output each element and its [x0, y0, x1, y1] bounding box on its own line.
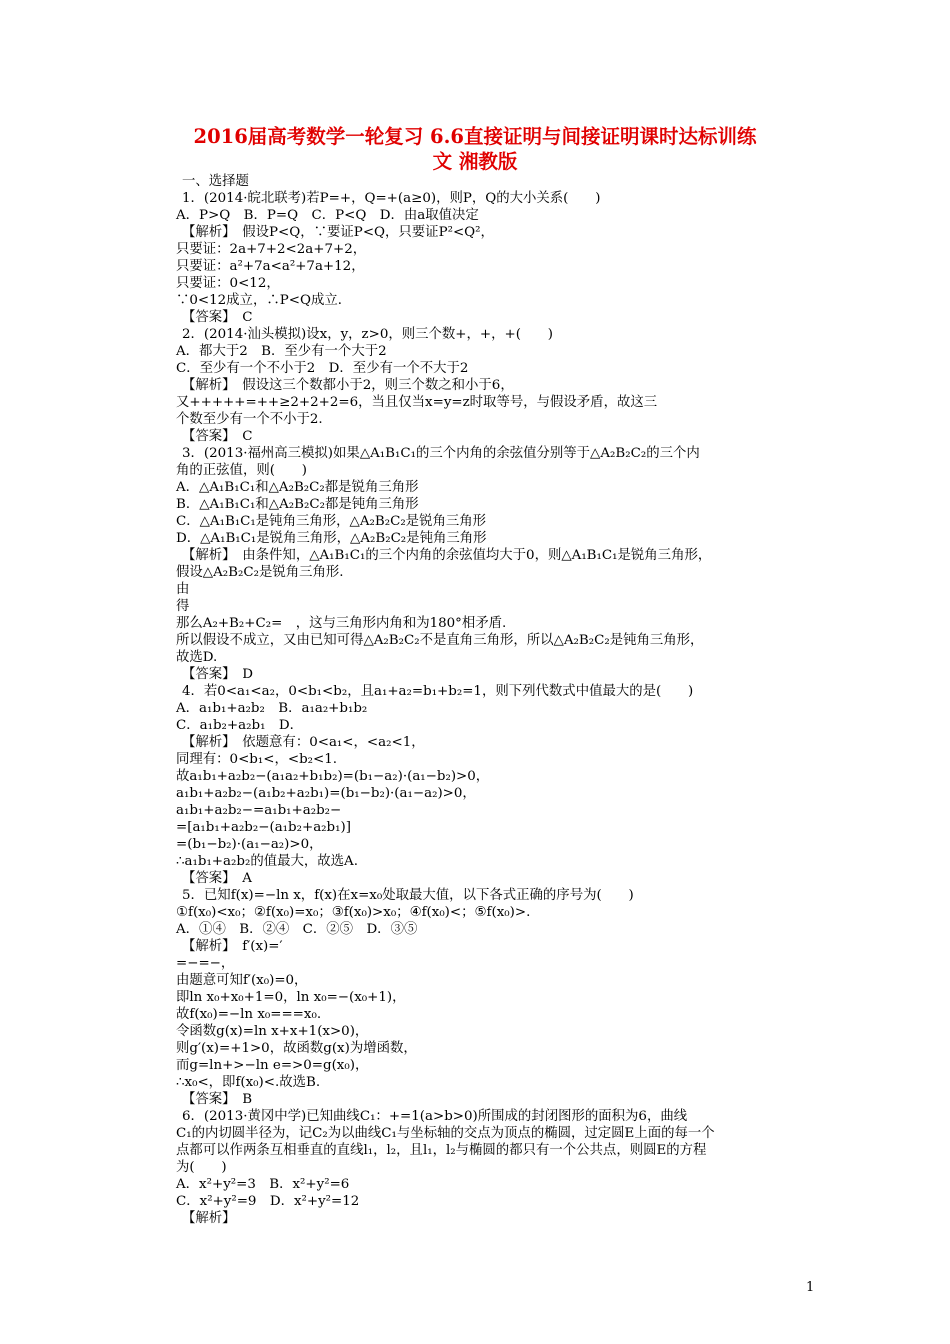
text-line: C．a₁b₂+a₂b₁ D．	[176, 718, 303, 733]
text-line: 只要证：2a+7+2<2a+7+2，	[176, 242, 367, 257]
text-line: B．△A₁B₁C₁和△A₂B₂C₂都是钝角三角形	[176, 497, 419, 512]
text-line: 那么A₂+B₂+C₂= ，这与三角形内角和为180°相矛盾.	[176, 616, 507, 631]
document-body	[176, 173, 811, 1227]
text-line: 只要证：0<12，	[176, 276, 280, 291]
text-line: A．都大于2 B．至少有一个大于2	[176, 344, 387, 359]
text-line: 点都可以作两条互相垂直的直线l₁，l₂，且l₁，l₂与椭圆的都只有一个公共点，则圆E的方程	[176, 1143, 707, 1158]
page-number: 1	[806, 1280, 815, 1295]
text-line: 同理有：0<b₁<，<b₂<1.	[176, 752, 338, 767]
text-line: 又+++++=++≥2+2+2=6，当且仅当x=y=z时取等号，与假设矛盾，故这三	[176, 395, 658, 410]
text-line: 得	[176, 599, 190, 614]
text-line: C．△A₁B₁C₁是钝角三角形，△A₂B₂C₂是锐角三角形	[176, 514, 487, 529]
text-line: 令函数g(x)=ln x+x+1(x>0)，	[176, 1024, 369, 1039]
text-line: 故选D.	[176, 650, 218, 665]
text-line: 【解析】 假设P<Q，∵要证P<Q，只要证P²<Q²，	[182, 225, 494, 240]
text-line: 【答案】 C	[182, 310, 253, 325]
text-line: ∴a₁b₁+a₂b₂的值最大，故选A.	[176, 854, 358, 869]
text-line: A．△A₁B₁C₁和△A₂B₂C₂都是锐角三角形	[176, 480, 419, 495]
text-line: 【解析】 由条件知，△A₁B₁C₁的三个内角的余弦值均大于0，则△A₁B₁C₁是锐角三角形，	[182, 548, 712, 563]
text-line: ①f(x₀)<x₀；②f(x₀)=x₀；③f(x₀)>x₀；④f(x₀)<；⑤f(x₀)>.	[176, 905, 531, 920]
text-line: 5．已知f(x)=−ln x，f(x)在x=x₀处取最大值，以下各式正确的序号为( )	[182, 888, 634, 903]
text-line: 由	[176, 582, 190, 597]
text-line: 角的正弦值，则( )	[176, 463, 307, 478]
text-line: a₁b₁+a₂b₂−(a₁b₂+a₂b₁)=(b₁−b₂)·(a₁−a₂)>0，	[176, 786, 476, 801]
text-line: 【解析】 依题意有：0<a₁<，<a₂<1，	[182, 735, 425, 750]
text-line: C．x²+y²=9 D．x²+y²=12	[176, 1194, 360, 1209]
text-line: A．x²+y²=3 B．x²+y²=6	[176, 1177, 350, 1192]
text-line: =(b₁−b₂)·(a₁−a₂)>0，	[176, 837, 323, 852]
text-line: 【答案】 C	[182, 429, 253, 444]
text-line: 6．(2013·黄冈中学)已知曲线C₁：+=1(a>b>0)所围成的封闭图形的面积为6，曲线	[182, 1109, 688, 1124]
text-line: D．△A₁B₁C₁是锐角三角形，△A₂B₂C₂是钝角三角形	[176, 531, 487, 546]
text-line: 为( )	[176, 1160, 227, 1175]
text-line: 而g=ln+>−ln e=>0=g(x₀)，	[176, 1058, 369, 1073]
text-line: A．①④ B．②④ C．②⑤ D．③⑤	[176, 922, 418, 937]
text-line: =−=−，	[176, 956, 235, 971]
text-line: 【解析】 假设这三个数都小于2，则三个数之和小于6，	[182, 378, 514, 393]
text-line: 2．(2014·汕头模拟)设x，y，z>0，则三个数+，+，+( )	[182, 327, 553, 342]
text-line: 个数至少有一个不小于2.	[176, 412, 323, 427]
text-line: 则g′(x)=+1>0，故函数g(x)为增函数，	[176, 1041, 417, 1056]
text-line: 一、选择题	[182, 174, 249, 189]
text-line: ∵0<12成立，∴P<Q成立．	[176, 293, 352, 308]
text-line: 3．(2013·福州高三模拟)如果△A₁B₁C₁的三个内角的余弦值分别等于△A₂B₂C₂的三个内	[182, 446, 700, 461]
text-line: 故f(x₀)=−ln x₀===x₀.	[176, 1007, 322, 1022]
text-line: 【答案】 D	[182, 667, 253, 682]
text-line: 故a₁b₁+a₂b₂−(a₁a₂+b₁b₂)=(b₁−a₂)·(a₁−b₂)>0，	[176, 769, 490, 784]
text-line: 4．若0<a₁<a₂，0<b₁<b₂，且a₁+a₂=b₁+b₂=1，则下列代数式中值最大的是( )	[182, 684, 694, 699]
text-line: 1．(2014·皖北联考)若P=+，Q=+(a≥0)，则P，Q的大小关系( )	[182, 191, 601, 206]
text-line: 【解析】	[182, 1211, 236, 1226]
text-line: 即ln x₀+x₀+1=0，ln x₀=−(x₀+1)，	[176, 990, 406, 1005]
text-line: 由题意可知f′(x₀)=0，	[176, 973, 308, 988]
text-line: A．P>Q B．P=Q C．P<Q D．由a取值决定	[176, 208, 479, 223]
text-line: C．至少有一个不小于2 D．至少有一个不大于2	[176, 361, 469, 376]
text-line: 【答案】 A	[182, 871, 252, 886]
text-line: A．a₁b₁+a₂b₂ B．a₁a₂+b₁b₂	[176, 701, 368, 716]
text-line: 假设△A₂B₂C₂是锐角三角形.	[176, 565, 344, 580]
text-line: =[a₁b₁+a₂b₂−(a₁b₂+a₂b₁)]	[176, 820, 351, 835]
text-line: ∴x₀<，即f(x₀)<.故选B.	[176, 1075, 321, 1090]
text-line: 所以假设不成立，又由已知可得△A₂B₂C₂不是直角三角形，所以△A₂B₂C₂是钝角三角形，	[176, 633, 704, 648]
text-line: 只要证：a²+7a<a²+7a+12，	[176, 259, 365, 274]
document-title	[120, 124, 830, 174]
title-line-1: 2016届高考数学一轮复习 6.6直接证明与间接证明课时达标训练	[193, 125, 757, 148]
text-line: C₁的内切圆半径为，记C₂为以曲线C₁与坐标轴的交点为顶点的椭圆，过定圆E上面的每一个	[176, 1126, 715, 1141]
title-line-2: 文 湘教版	[432, 150, 518, 173]
text-line: a₁b₁+a₂b₂−=a₁b₁+a₂b₂−	[176, 803, 342, 818]
text-line: 【答案】 B	[182, 1092, 253, 1107]
text-line: 【解析】 f′(x)=′	[182, 939, 283, 954]
